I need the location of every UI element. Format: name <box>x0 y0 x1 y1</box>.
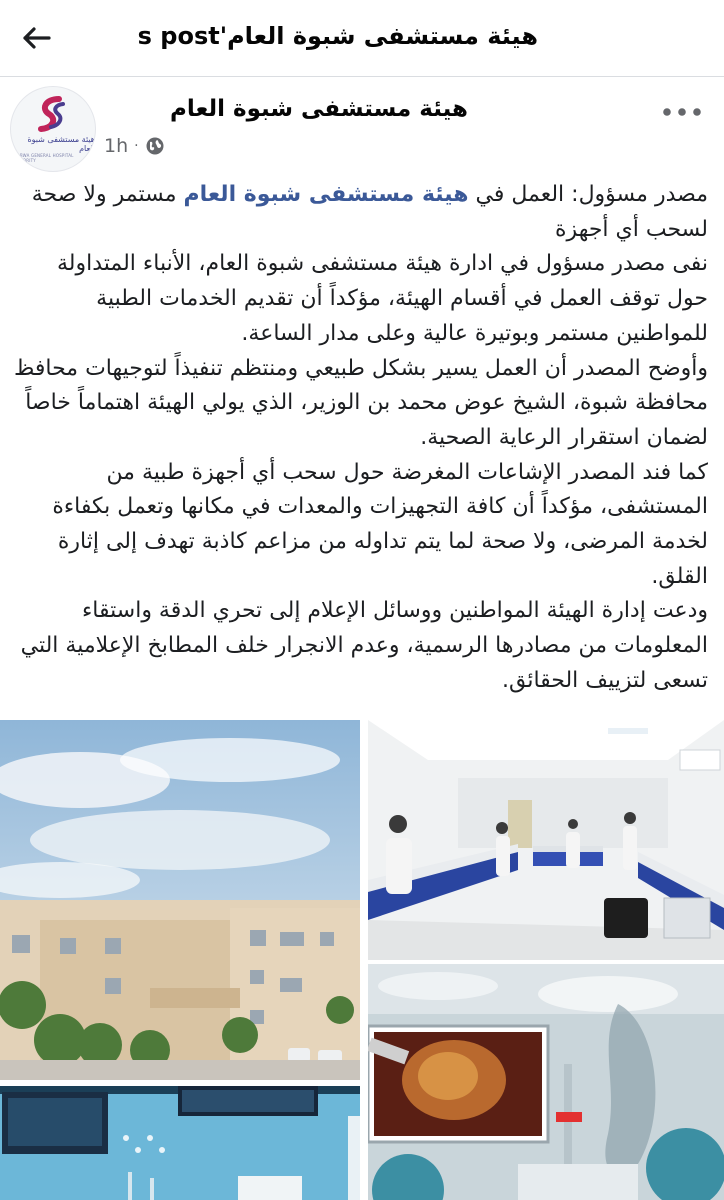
post-paragraph: وأوضح المصدر أن العمل يسير بشكل طبيعي ومنتظم تنفيذاً لتوجيهات محافظ محافظة شبوة، الشيخ عوض محمد بن الوزير، الذي يولي الهيئة اهتماماً خاصاً لضمان استقرار الرعاية الصحية. <box>13 355 708 450</box>
back-button[interactable] <box>14 18 58 58</box>
post-paragraph: نفى مصدر مسؤول في ادارة هيئة مستشفى شبوة العام، الأنباء المتداولة حول توقف العمل في أقسام الهيئة، مؤكداً أن تقديم الخدمات الطبية للمواطنين مستمر وبوتيرة عالية وعلى مدار الساعة. <box>56 251 708 346</box>
meta-separator: · <box>134 138 139 154</box>
more-horizontal-icon <box>662 107 702 117</box>
photo-hospital-exterior[interactable] <box>0 720 360 1080</box>
post-paragraph: كما فند المصدر الإشاعات المغرضة حول سحب أي أجهزة طبية من المستشفى، مؤكداً أن كافة التجهيزات والمعدات في مكانها وتعمل بكفاءة لخدمة المرضى، ولا صحة لما يتم تداوله من مزاعم كاذبة تهدف إلى إثارة القلق. <box>52 459 708 589</box>
top-bar <box>0 0 724 77</box>
photo-grid <box>0 720 724 1200</box>
post-header <box>0 78 724 166</box>
photo-operating-room[interactable] <box>368 964 724 1200</box>
photo-interior[interactable] <box>0 1086 360 1200</box>
logo-text: هيئة مستشفى شبوة العام <box>27 135 95 153</box>
globe-icon <box>145 136 165 156</box>
post-paragraph: ودعت إدارة الهيئة المواطنين ووسائل الإعلام إلى تحري الدقة واستقاء المعلومات من مصادرها الرسمية، وعدم الانجرار خلف المطابخ الإعلامية التي تسعى لتزييف الحقائق. <box>20 598 708 693</box>
avatar[interactable] <box>10 86 96 172</box>
hashtag-link[interactable]: هيئة مستشفى شبوة العام <box>183 182 469 207</box>
post-headline: مصدر مسؤول: العمل في هيئة مستشفى شبوة العام مستمر ولا صحة لسحب أي أجهزة <box>31 182 708 242</box>
hospital-logo-icon <box>33 95 73 133</box>
photo-laboratory[interactable] <box>368 720 724 960</box>
author-name[interactable]: هيئة مستشفى شبوة العام <box>170 96 468 122</box>
logo-subtext: SHABWA GENERAL HOSPITAL AUTHORITY <box>11 153 74 163</box>
arrow-left-icon <box>21 26 51 50</box>
page-title: هيئة مستشفى شبوة العام's post <box>137 22 538 50</box>
more-options-button[interactable] <box>662 102 702 121</box>
post-meta <box>104 135 165 157</box>
post-time[interactable]: 1h <box>104 135 129 157</box>
post-body <box>14 178 708 699</box>
